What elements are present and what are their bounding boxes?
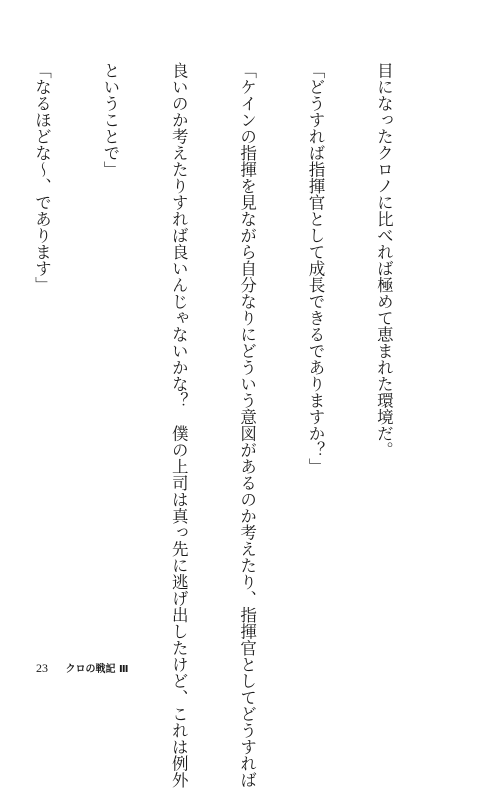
page-number: 23 — [36, 661, 48, 675]
page-footer — [36, 660, 128, 676]
text-line: 「ケインの指揮を見ながら自分なりにどういう意図があるのか考えたり、指揮官としてどうすれば — [237, 62, 257, 788]
running-title: クロの戦記 Ⅲ — [65, 664, 129, 675]
text-line: 目になったクロノに比べれば極めて恵まれた環境だ。 — [374, 62, 394, 458]
text-line: 「どうすれば指揮官として成長できるでありますか？」 — [306, 62, 326, 475]
text-line: 良いのか考えたりすれば良いんじゃないかな？ 僕の上司は真っ先に逃げ出したけど、これは例外 — [169, 62, 189, 788]
text-line: 「なるほどな～、であります」 — [32, 62, 52, 293]
text-line: ということで」 — [100, 62, 120, 178]
